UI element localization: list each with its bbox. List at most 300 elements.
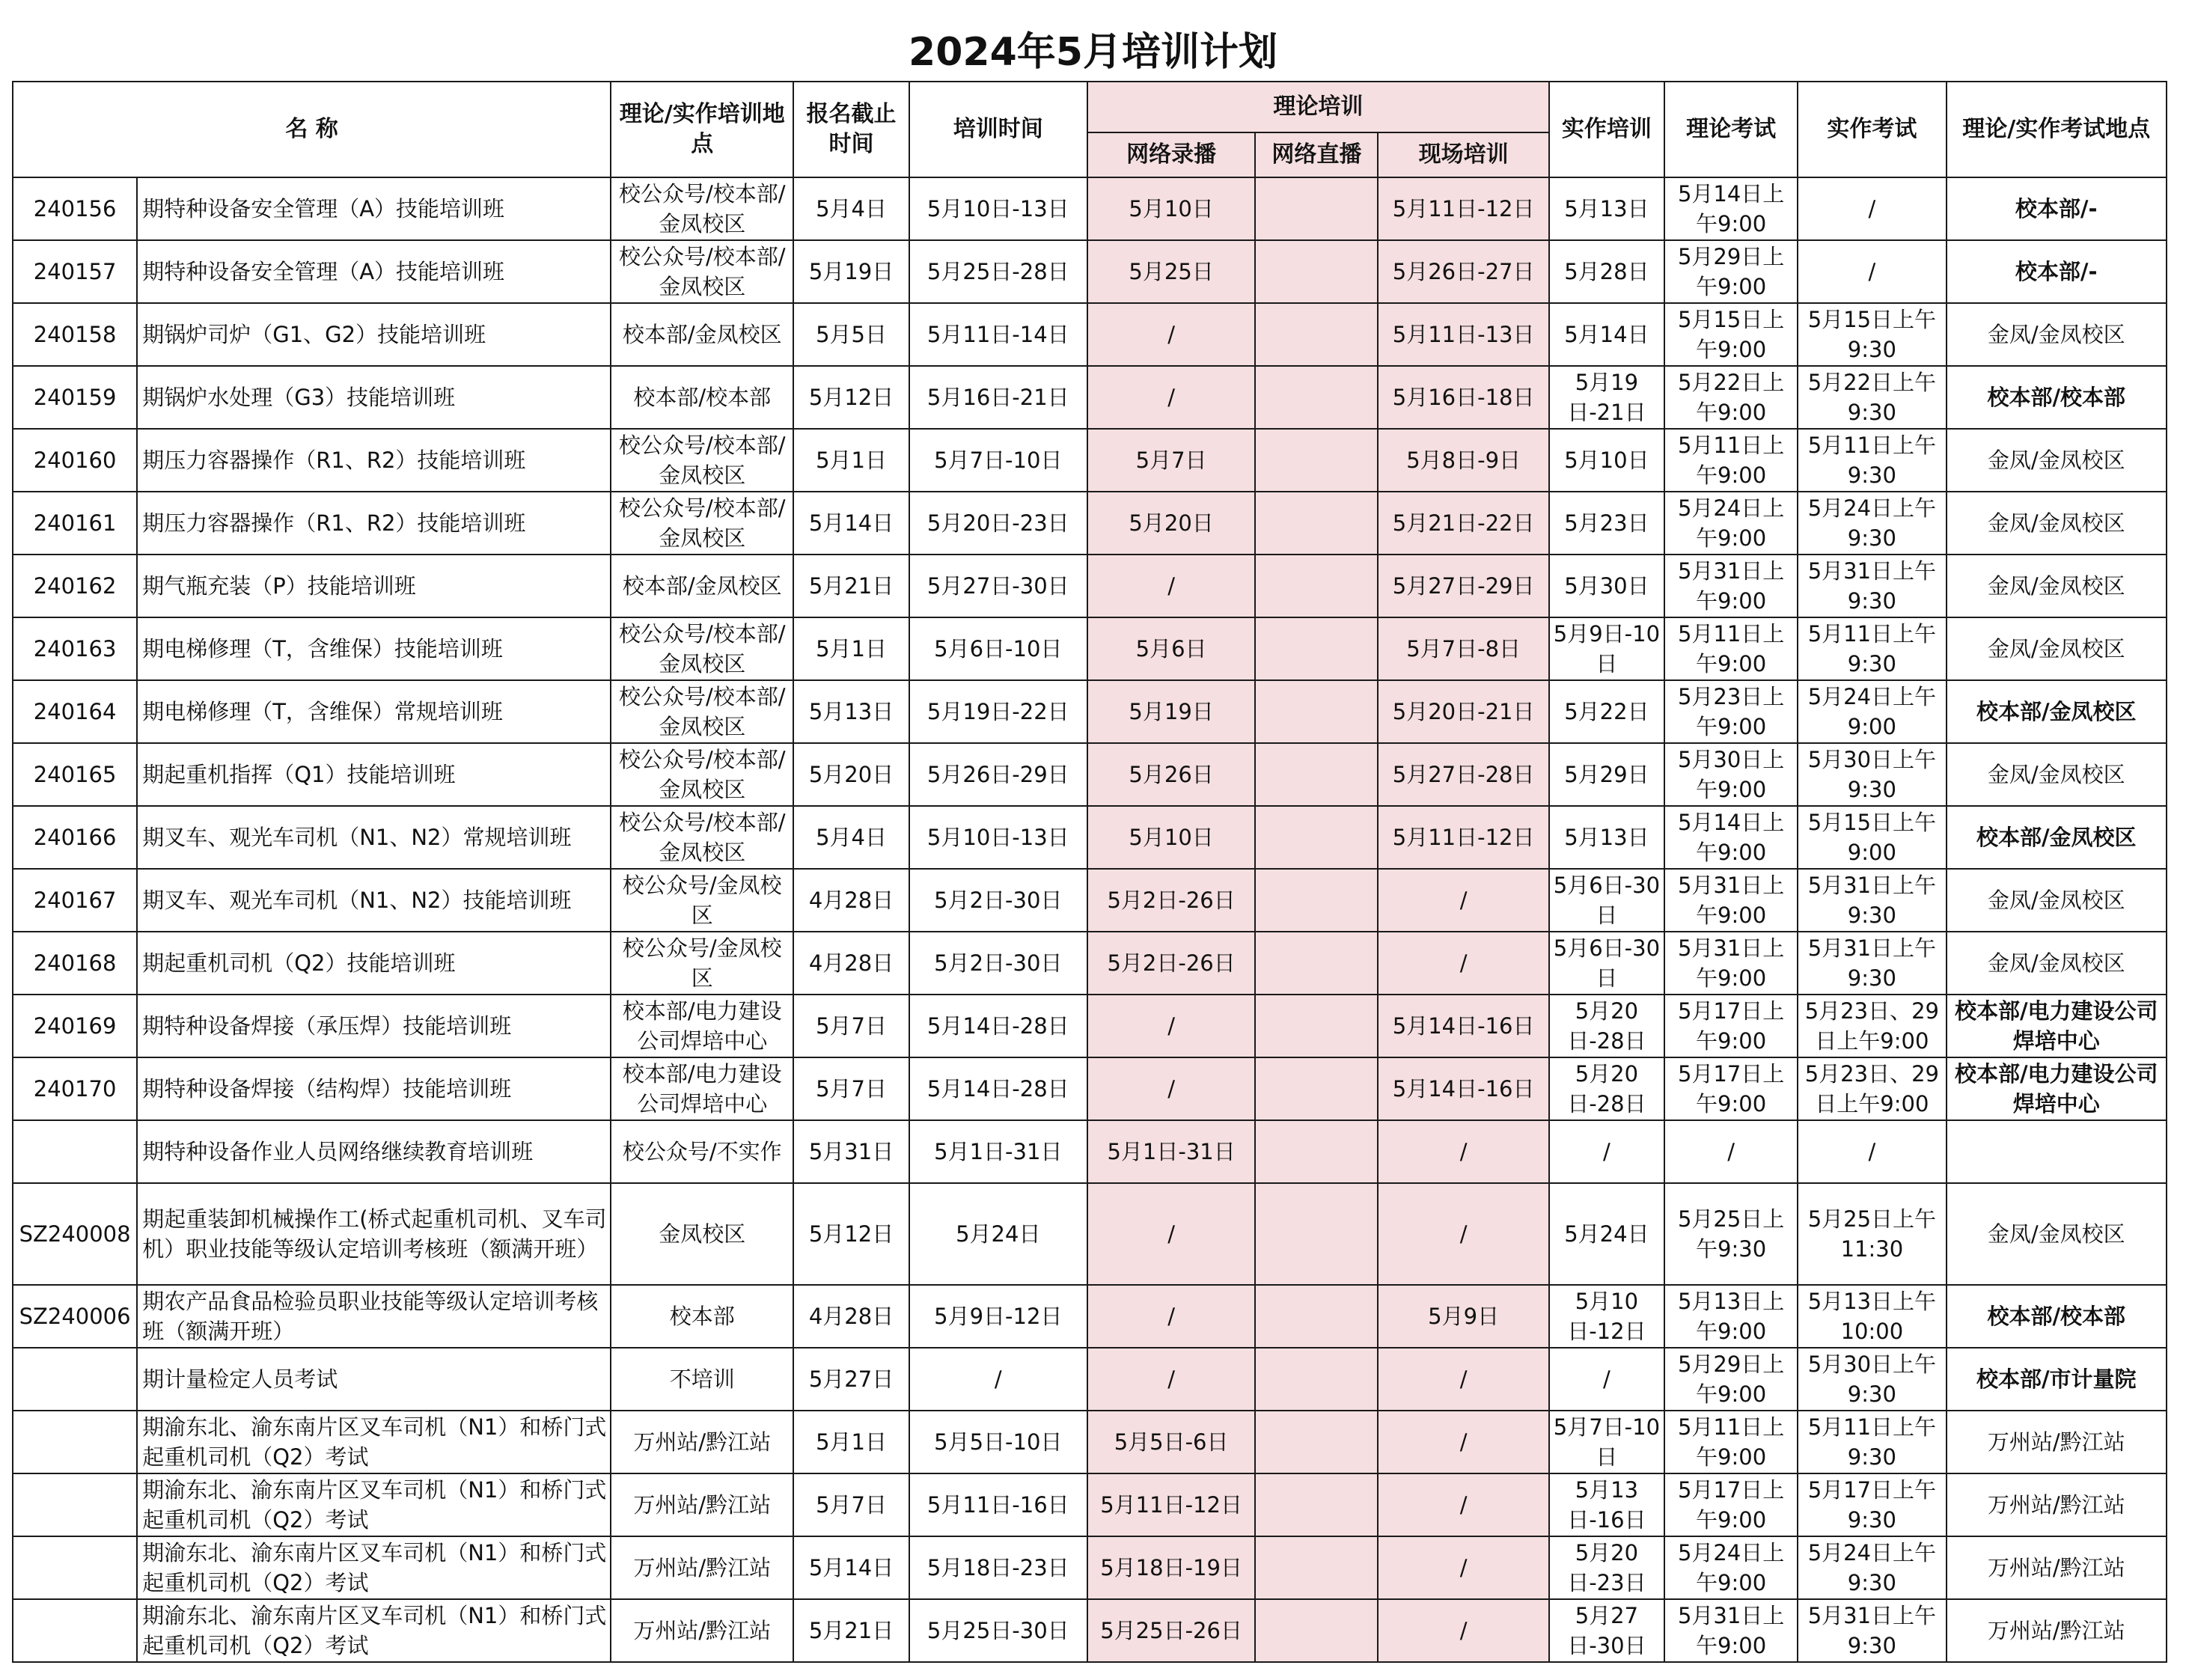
cell-exam-location [1947,1120,2167,1183]
cell-online-recording: 5月18日-19日 [1087,1536,1255,1599]
cell-name: 期特种设备安全管理（A）技能培训班 [137,177,611,240]
cell-location: 校公众号/金凤校区 [611,932,793,995]
cell-deadline: 5月5日 [793,303,909,366]
cell-location: 校本部/校本部 [611,366,793,429]
cell-location: 校本部/金凤校区 [611,555,793,617]
cell-name: 期计量检定人员考试 [137,1348,611,1411]
header-deadline: 报名截止时间 [793,82,909,177]
cell-practical-exam: 5月30日上午9:30 [1798,743,1946,806]
cell-code [13,1599,137,1662]
cell-online-live [1255,1057,1378,1120]
cell-deadline: 5月21日 [793,1599,909,1662]
table-row [13,429,2167,492]
cell-theory-exam: 5月11日上午9:00 [1664,1411,1798,1473]
cell-practical-exam: 5月17日上午9:30 [1798,1473,1946,1536]
cell-onsite: 5月26日-27日 [1378,240,1548,303]
cell-practical-exam: 5月11日上午9:30 [1798,429,1946,492]
cell-theory-exam: / [1664,1120,1798,1183]
cell-onsite: / [1378,1411,1548,1473]
table-row [13,492,2167,555]
cell-theory-exam: 5月25日上午9:30 [1664,1183,1798,1285]
cell-practical-training: 5月14日 [1549,303,1664,366]
cell-theory-exam: 5月23日上午9:00 [1664,680,1798,743]
cell-location: 万州站/黔江站 [611,1599,793,1662]
cell-online-live [1255,1536,1378,1599]
cell-name: 期特种设备焊接（承压焊）技能培训班 [137,995,611,1057]
cell-deadline: 5月12日 [793,1183,909,1285]
table-row [13,1536,2167,1599]
cell-practical-training: 5月13日-16日 [1549,1473,1664,1536]
cell-name: 期锅炉司炉（G1、G2）技能培训班 [137,303,611,366]
cell-deadline: 4月28日 [793,1285,909,1348]
cell-exam-location: 万州站/黔江站 [1947,1599,2167,1662]
cell-exam-location: 校本部/校本部 [1947,366,2167,429]
cell-name: 期起重机司机（Q2）技能培训班 [137,932,611,995]
header-theory-exam: 理论考试 [1664,82,1798,177]
cell-training-time: 5月9日-12日 [909,1285,1087,1348]
cell-practical-exam: 5月24日上午9:30 [1798,1536,1946,1599]
cell-onsite: / [1378,932,1548,995]
cell-practical-training: 5月20日-23日 [1549,1536,1664,1599]
cell-theory-exam: 5月14日上午9:00 [1664,177,1798,240]
cell-online-recording: 5月20日 [1087,492,1255,555]
cell-exam-location: 校本部/校本部 [1947,1285,2167,1348]
cell-online-live [1255,617,1378,680]
cell-training-time: 5月7日-10日 [909,429,1087,492]
cell-exam-location: 校本部/- [1947,240,2167,303]
cell-online-recording: 5月25日-26日 [1087,1599,1255,1662]
cell-deadline: 5月21日 [793,555,909,617]
cell-onsite: 5月11日-12日 [1378,177,1548,240]
cell-onsite: 5月9日 [1378,1285,1548,1348]
cell-online-live [1255,177,1378,240]
cell-exam-location: 校本部/电力建设公司焊培中心 [1947,1057,2167,1120]
cell-deadline: 5月4日 [793,806,909,869]
header-location: 理论/实作培训地点 [611,82,793,177]
cell-exam-location: 金凤/金凤校区 [1947,869,2167,932]
cell-name: 期叉车、观光车司机（N1、N2）常规培训班 [137,806,611,869]
cell-practical-training: 5月10日 [1549,429,1664,492]
cell-onsite: 5月20日-21日 [1378,680,1548,743]
cell-deadline: 5月13日 [793,680,909,743]
cell-online-recording: / [1087,555,1255,617]
table-row [13,1411,2167,1473]
header-theory-training: 理论培训 [1087,82,1549,132]
cell-code [13,1411,137,1473]
cell-name: 期农产品食品检验员职业技能等级认定培训考核班（额满开班） [137,1285,611,1348]
cell-training-time: 5月11日-16日 [909,1473,1087,1536]
cell-practical-training: 5月13日 [1549,806,1664,869]
cell-deadline: 5月31日 [793,1120,909,1183]
cell-onsite: 5月27日-28日 [1378,743,1548,806]
cell-online-live [1255,995,1378,1057]
header-practical-training: 实作培训 [1549,82,1664,177]
cell-exam-location: 万州站/黔江站 [1947,1473,2167,1536]
cell-exam-location: 金凤/金凤校区 [1947,429,2167,492]
cell-theory-exam: 5月30日上午9:00 [1664,743,1798,806]
cell-practical-training: 5月13日 [1549,177,1664,240]
cell-name: 期渝东北、渝东南片区叉车司机（N1）和桥门式起重机司机（Q2）考试 [137,1599,611,1662]
cell-practical-training: 5月6日-30日 [1549,869,1664,932]
cell-code: SZ240008 [13,1183,137,1285]
cell-online-recording: / [1087,1183,1255,1285]
table-row [13,240,2167,303]
cell-practical-training: 5月10日-12日 [1549,1285,1664,1348]
table-row [13,303,2167,366]
cell-online-live [1255,932,1378,995]
cell-deadline: 5月1日 [793,1411,909,1473]
cell-practical-training: 5月20日-28日 [1549,1057,1664,1120]
cell-location: 校本部/金凤校区 [611,303,793,366]
table-row [13,1599,2167,1662]
cell-location: 校公众号/校本部/金凤校区 [611,492,793,555]
cell-deadline: 4月28日 [793,932,909,995]
cell-exam-location: 万州站/黔江站 [1947,1536,2167,1599]
cell-onsite: 5月11日-13日 [1378,303,1548,366]
cell-training-time: 5月14日-28日 [909,995,1087,1057]
cell-onsite: 5月16日-18日 [1378,366,1548,429]
cell-exam-location: 金凤/金凤校区 [1947,743,2167,806]
cell-name: 期渝东北、渝东南片区叉车司机（N1）和桥门式起重机司机（Q2）考试 [137,1473,611,1536]
cell-online-recording: / [1087,995,1255,1057]
cell-name: 期特种设备作业人员网络继续教育培训班 [137,1120,611,1183]
cell-code: 240169 [13,995,137,1057]
cell-code: 240161 [13,492,137,555]
cell-name: 期电梯修理（T，含维保）技能培训班 [137,617,611,680]
cell-training-time: 5月18日-23日 [909,1536,1087,1599]
cell-online-recording: 5月1日-31日 [1087,1120,1255,1183]
cell-name: 期渝东北、渝东南片区叉车司机（N1）和桥门式起重机司机（Q2）考试 [137,1411,611,1473]
cell-name: 期起重机指挥（Q1）技能培训班 [137,743,611,806]
cell-location: 校本部/电力建设公司焊培中心 [611,1057,793,1120]
cell-practical-training: 5月30日 [1549,555,1664,617]
cell-onsite: / [1378,869,1548,932]
header-online-live: 网络直播 [1255,132,1378,177]
cell-location: 校公众号/金凤校区 [611,869,793,932]
cell-theory-exam: 5月13日上午9:00 [1664,1285,1798,1348]
cell-online-live [1255,1599,1378,1662]
table-row [13,869,2167,932]
cell-theory-exam: 5月31日上午9:00 [1664,932,1798,995]
cell-code [13,1120,137,1183]
cell-theory-exam: 5月31日上午9:00 [1664,869,1798,932]
cell-deadline: 4月28日 [793,869,909,932]
cell-practical-training: / [1549,1120,1664,1183]
cell-name: 期锅炉水处理（G3）技能培训班 [137,366,611,429]
cell-name: 期渝东北、渝东南片区叉车司机（N1）和桥门式起重机司机（Q2）考试 [137,1536,611,1599]
table-row [13,1120,2167,1183]
cell-practical-exam: 5月15日上午9:30 [1798,303,1946,366]
cell-online-recording: 5月10日 [1087,177,1255,240]
cell-code [13,1536,137,1599]
cell-practical-exam: 5月11日上午9:30 [1798,1411,1946,1473]
cell-training-time: 5月19日-22日 [909,680,1087,743]
cell-theory-exam: 5月29日上午9:00 [1664,1348,1798,1411]
cell-practical-training: 5月24日 [1549,1183,1664,1285]
cell-onsite: 5月21日-22日 [1378,492,1548,555]
cell-training-time: / [909,1348,1087,1411]
cell-training-time: 5月27日-30日 [909,555,1087,617]
cell-online-live [1255,303,1378,366]
cell-online-recording: 5月25日 [1087,240,1255,303]
cell-onsite: 5月8日-9日 [1378,429,1548,492]
cell-practical-exam: 5月23日、29日上午9:00 [1798,995,1946,1057]
cell-training-time: 5月14日-28日 [909,1057,1087,1120]
cell-online-live [1255,240,1378,303]
cell-location: 校公众号/校本部/金凤校区 [611,240,793,303]
cell-exam-location: 校本部/- [1947,177,2167,240]
cell-location: 万州站/黔江站 [611,1536,793,1599]
cell-theory-exam: 5月11日上午9:00 [1664,429,1798,492]
cell-location: 校公众号/校本部/金凤校区 [611,680,793,743]
cell-online-live [1255,680,1378,743]
cell-training-time: 5月2日-30日 [909,932,1087,995]
cell-code: 240167 [13,869,137,932]
cell-training-time: 5月25日-28日 [909,240,1087,303]
cell-practical-exam: 5月11日上午9:30 [1798,617,1946,680]
cell-deadline: 5月14日 [793,1536,909,1599]
cell-code: 240162 [13,555,137,617]
cell-location: 万州站/黔江站 [611,1411,793,1473]
cell-code: 240158 [13,303,137,366]
cell-location: 校本部/电力建设公司焊培中心 [611,995,793,1057]
cell-online-live [1255,366,1378,429]
cell-online-recording: 5月7日 [1087,429,1255,492]
cell-training-time: 5月10日-13日 [909,177,1087,240]
cell-onsite: / [1378,1348,1548,1411]
cell-practical-exam: 5月31日上午9:30 [1798,932,1946,995]
cell-location: 校公众号/校本部/金凤校区 [611,806,793,869]
table-row [13,366,2167,429]
table-row [13,1057,2167,1120]
cell-location: 校公众号/校本部/金凤校区 [611,743,793,806]
cell-practical-exam: / [1798,240,1946,303]
header-onsite: 现场培训 [1378,132,1548,177]
cell-online-live [1255,1411,1378,1473]
cell-training-time: 5月16日-21日 [909,366,1087,429]
cell-code: SZ240006 [13,1285,137,1348]
cell-exam-location: 校本部/金凤校区 [1947,680,2167,743]
cell-location: 校公众号/校本部/金凤校区 [611,177,793,240]
table-row [13,1183,2167,1285]
header-practical-exam: 实作考试 [1798,82,1946,177]
cell-onsite: / [1378,1120,1548,1183]
cell-practical-exam: 5月15日上午9:00 [1798,806,1946,869]
cell-exam-location: 校本部/金凤校区 [1947,806,2167,869]
cell-code: 240168 [13,932,137,995]
cell-online-recording: 5月26日 [1087,743,1255,806]
cell-training-time: 5月25日-30日 [909,1599,1087,1662]
cell-practical-training: 5月27日-30日 [1549,1599,1664,1662]
cell-theory-exam: 5月17日上午9:00 [1664,1057,1798,1120]
table-row [13,680,2167,743]
cell-practical-exam: 5月13日上午10:00 [1798,1285,1946,1348]
cell-practical-training: 5月7日-10日 [1549,1411,1664,1473]
cell-name: 期特种设备安全管理（A）技能培训班 [137,240,611,303]
cell-practical-training: 5月23日 [1549,492,1664,555]
cell-code: 240165 [13,743,137,806]
table-row [13,617,2167,680]
cell-training-time: 5月20日-23日 [909,492,1087,555]
cell-deadline: 5月14日 [793,492,909,555]
cell-code [13,1348,137,1411]
cell-onsite: / [1378,1473,1548,1536]
cell-theory-exam: 5月15日上午9:00 [1664,303,1798,366]
cell-practical-training: 5月22日 [1549,680,1664,743]
cell-training-time: 5月5日-10日 [909,1411,1087,1473]
cell-practical-exam: 5月30日上午9:30 [1798,1348,1946,1411]
cell-training-time: 5月11日-14日 [909,303,1087,366]
table-row [13,1473,2167,1536]
table-row [13,1285,2167,1348]
cell-onsite: 5月14日-16日 [1378,1057,1548,1120]
cell-online-live [1255,1348,1378,1411]
cell-online-recording: 5月2日-26日 [1087,869,1255,932]
cell-online-live [1255,1285,1378,1348]
cell-name: 期压力容器操作（R1、R2）技能培训班 [137,429,611,492]
cell-location: 校公众号/校本部/金凤校区 [611,617,793,680]
cell-theory-exam: 5月29日上午9:00 [1664,240,1798,303]
cell-practical-exam: 5月23日、29日上午9:00 [1798,1057,1946,1120]
cell-name: 期叉车、观光车司机（N1、N2）技能培训班 [137,869,611,932]
cell-practical-exam: 5月31日上午9:30 [1798,869,1946,932]
cell-training-time: 5月24日 [909,1183,1087,1285]
cell-online-recording: 5月19日 [1087,680,1255,743]
cell-practical-training: 5月9日-10日 [1549,617,1664,680]
cell-name: 期电梯修理（T，含维保）常规培训班 [137,680,611,743]
cell-deadline: 5月12日 [793,366,909,429]
cell-theory-exam: 5月24日上午9:00 [1664,492,1798,555]
cell-location: 校本部 [611,1285,793,1348]
cell-online-recording: 5月10日 [1087,806,1255,869]
cell-name: 期气瓶充装（P）技能培训班 [137,555,611,617]
cell-practical-exam: / [1798,1120,1946,1183]
cell-exam-location: 校本部/市计量院 [1947,1348,2167,1411]
table-row [13,177,2167,240]
cell-exam-location: 金凤/金凤校区 [1947,1183,2167,1285]
table-row [13,932,2167,995]
cell-code: 240159 [13,366,137,429]
cell-deadline: 5月7日 [793,995,909,1057]
header-name: 名 称 [13,82,611,177]
cell-code: 240170 [13,1057,137,1120]
cell-code: 240160 [13,429,137,492]
cell-online-recording: / [1087,1348,1255,1411]
cell-exam-location: 金凤/金凤校区 [1947,932,2167,995]
cell-practical-training: 5月19日-21日 [1549,366,1664,429]
cell-online-live [1255,1473,1378,1536]
cell-practical-training: 5月29日 [1549,743,1664,806]
cell-onsite: 5月7日-8日 [1378,617,1548,680]
cell-training-time: 5月10日-13日 [909,806,1087,869]
cell-exam-location: 校本部/电力建设公司焊培中心 [1947,995,2167,1057]
cell-online-live [1255,869,1378,932]
cell-training-time: 5月6日-10日 [909,617,1087,680]
cell-location: 校公众号/校本部/金凤校区 [611,429,793,492]
table-body [13,177,2167,1662]
cell-online-recording: / [1087,303,1255,366]
cell-online-recording: 5月6日 [1087,617,1255,680]
cell-deadline: 5月1日 [793,429,909,492]
cell-exam-location: 金凤/金凤校区 [1947,303,2167,366]
cell-online-recording: / [1087,1285,1255,1348]
table-row [13,995,2167,1057]
cell-onsite: / [1378,1183,1548,1285]
training-plan-table [12,81,2167,1663]
cell-code: 240164 [13,680,137,743]
cell-location: 不培训 [611,1348,793,1411]
cell-exam-location: 金凤/金凤校区 [1947,617,2167,680]
cell-theory-exam: 5月17日上午9:00 [1664,1473,1798,1536]
cell-deadline: 5月4日 [793,177,909,240]
cell-onsite: 5月11日-12日 [1378,806,1548,869]
cell-online-recording: / [1087,1057,1255,1120]
cell-deadline: 5月1日 [793,617,909,680]
table-row [13,743,2167,806]
cell-location: 金凤校区 [611,1183,793,1285]
cell-practical-exam: 5月25日上午11:30 [1798,1183,1946,1285]
cell-code [13,1473,137,1536]
cell-name: 期特种设备焊接（结构焊）技能培训班 [137,1057,611,1120]
cell-practical-training: 5月6日-30日 [1549,932,1664,995]
cell-online-live [1255,1120,1378,1183]
cell-practical-exam: 5月31日上午9:30 [1798,1599,1946,1662]
cell-practical-exam: 5月31日上午9:30 [1798,555,1946,617]
cell-training-time: 5月1日-31日 [909,1120,1087,1183]
cell-onsite: / [1378,1599,1548,1662]
cell-exam-location: 金凤/金凤校区 [1947,555,2167,617]
cell-online-recording: 5月11日-12日 [1087,1473,1255,1536]
cell-name: 期起重装卸机械操作工(桥式起重机司机、叉车司机）职业技能等级认定培训考核班（额满开班） [137,1183,611,1285]
cell-theory-exam: 5月31日上午9:00 [1664,555,1798,617]
page-title: 2024年5月培训计划 [909,30,1277,75]
cell-code: 240156 [13,177,137,240]
cell-practical-exam: / [1798,177,1946,240]
table-row [13,555,2167,617]
cell-theory-exam: 5月22日上午9:00 [1664,366,1798,429]
cell-online-live [1255,429,1378,492]
cell-online-recording: / [1087,366,1255,429]
table-row [13,806,2167,869]
header-training-time: 培训时间 [909,82,1087,177]
cell-theory-exam: 5月17日上午9:00 [1664,995,1798,1057]
cell-theory-exam: 5月31日上午9:00 [1664,1599,1798,1662]
cell-deadline: 5月7日 [793,1473,909,1536]
cell-training-time: 5月26日-29日 [909,743,1087,806]
cell-online-live [1255,555,1378,617]
cell-practical-training: 5月20日-28日 [1549,995,1664,1057]
cell-practical-training: / [1549,1348,1664,1411]
cell-onsite: 5月14日-16日 [1378,995,1548,1057]
cell-theory-exam: 5月24日上午9:00 [1664,1536,1798,1599]
cell-name: 期压力容器操作（R1、R2）技能培训班 [137,492,611,555]
cell-online-recording: 5月2日-26日 [1087,932,1255,995]
cell-online-recording: 5月5日-6日 [1087,1411,1255,1473]
cell-code: 240157 [13,240,137,303]
cell-exam-location: 金凤/金凤校区 [1947,492,2167,555]
header-exam-location: 理论/实作考试地点 [1947,82,2167,177]
cell-theory-exam: 5月11日上午9:00 [1664,617,1798,680]
cell-onsite: 5月27日-29日 [1378,555,1548,617]
cell-exam-location: 万州站/黔江站 [1947,1411,2167,1473]
cell-theory-exam: 5月14日上午9:00 [1664,806,1798,869]
cell-practical-exam: 5月24日上午9:30 [1798,492,1946,555]
cell-code: 240166 [13,806,137,869]
table-row [13,1348,2167,1411]
cell-onsite: / [1378,1536,1548,1599]
cell-online-live [1255,492,1378,555]
cell-training-time: 5月2日-30日 [909,869,1087,932]
